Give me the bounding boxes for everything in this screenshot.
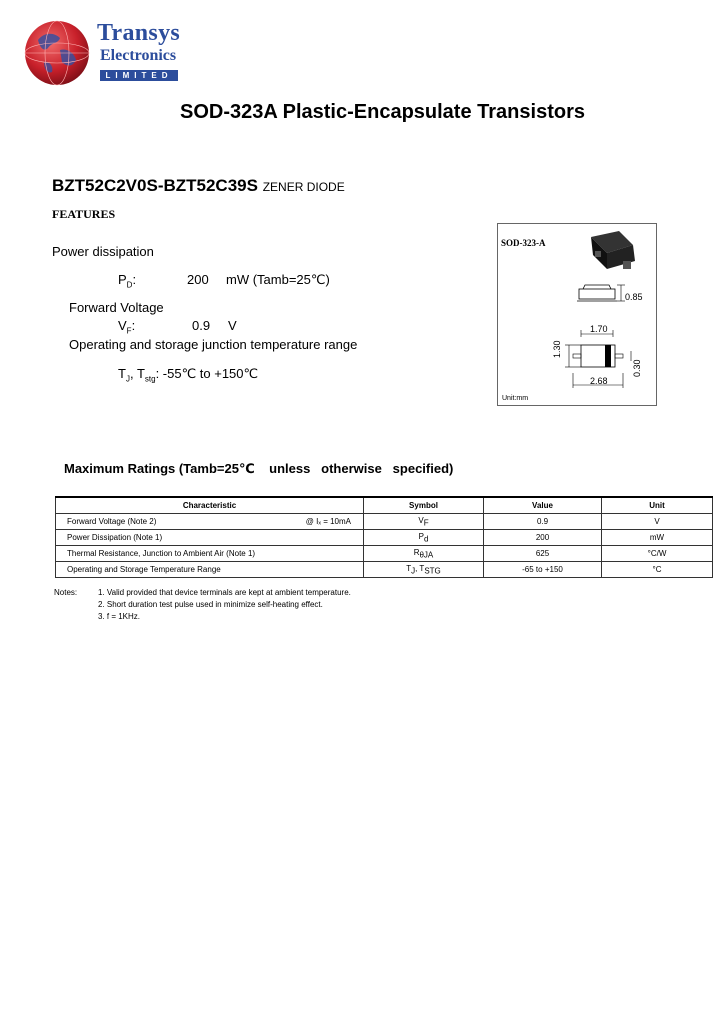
pd-value: 200 xyxy=(187,272,209,287)
row-unit: V xyxy=(602,514,713,530)
row-unit: mW xyxy=(602,530,713,546)
table-header-row xyxy=(56,497,713,514)
dim-lead: 0.30 xyxy=(632,359,642,377)
dim-height: 0.85 xyxy=(625,292,643,302)
dim-width: 1.70 xyxy=(590,324,608,334)
max-ratings-table xyxy=(55,496,713,578)
row-symbol: $P_d$ xyxy=(364,530,484,546)
package-label: SOD-323-A xyxy=(501,238,546,248)
row-unit: °C/W xyxy=(602,546,713,562)
notes xyxy=(54,587,454,627)
forward-voltage-label: Forward Voltage xyxy=(69,300,164,315)
part-desc: ZENER DIODE xyxy=(262,180,345,194)
package-unit: Unit:mm xyxy=(502,395,529,402)
logo-name: Transys xyxy=(97,20,181,46)
row-value: 625 xyxy=(484,546,602,562)
table-row xyxy=(56,530,713,546)
temperature-label: Operating and storage junction temperature range xyxy=(69,337,358,352)
row-symbol: $T_J$, $T_{STG}$ xyxy=(364,562,484,578)
row-characteristic: Operating and Storage Temperature Range xyxy=(56,562,364,578)
vf-symbol: $V_F$: xyxy=(118,318,136,336)
features-heading: FEATURES xyxy=(52,207,116,221)
note-item: 3. f = 1KHz. xyxy=(98,612,141,621)
dim-length: 2.68 xyxy=(590,376,608,386)
row-symbol: $V_F$ xyxy=(364,514,484,530)
max-ratings-title: Maximum Ratings (Tamb=25℃ unless otherwise specified) xyxy=(64,461,454,476)
header-characteristic: Characteristic xyxy=(56,497,364,514)
page-title: SOD-323A Plastic-Encapsulate Transistors xyxy=(180,101,585,123)
logo-limited: LIMITED xyxy=(100,70,178,81)
package-outline-drawing xyxy=(497,223,657,406)
table-row xyxy=(56,546,713,562)
row-characteristic: Forward Voltage (Note 2) @ Iₓ = 10mA xyxy=(56,514,364,530)
vf-unit: V xyxy=(228,318,237,333)
part-range: BZT52C2V0S-BZT52C39S xyxy=(52,176,258,195)
notes-label: Notes: xyxy=(54,588,78,597)
row-value: 200 xyxy=(484,530,602,546)
row-symbol: $R_{\theta JA}$ xyxy=(364,546,484,562)
header-symbol: Symbol xyxy=(364,497,484,514)
dim-side: 1.30 xyxy=(552,340,562,358)
pd-unit: mW (Tamb=25℃) xyxy=(226,272,330,287)
row-characteristic: Thermal Resistance, Junction to Ambient Air (Note 1) xyxy=(56,546,364,562)
row-value: -65 to +150 xyxy=(484,562,602,578)
row-value: 0.9 xyxy=(484,514,602,530)
note-item: 2. Short duration test pulse used in minimize self-heating effect. xyxy=(98,600,323,609)
note-item: 1. Valid provided that device terminals are kept at ambient temperature. xyxy=(98,588,351,597)
temperature-range: $T_J$, $T_{stg}$: -55℃ to +150℃ xyxy=(118,366,259,384)
logo-sub: Electronics xyxy=(100,47,177,64)
part-title xyxy=(52,176,345,196)
power-dissipation-label: Power dissipation xyxy=(52,244,154,259)
header-value: Value xyxy=(484,497,602,514)
globe-logo-icon xyxy=(24,20,90,86)
vf-value: 0.9 xyxy=(192,318,211,333)
row-characteristic: Power Dissipation (Note 1) xyxy=(56,530,364,546)
row-unit: °C xyxy=(602,562,713,578)
table-row xyxy=(56,562,713,578)
header-unit: Unit xyxy=(602,497,713,514)
pd-symbol: $P_D$: xyxy=(118,272,137,290)
table-row xyxy=(56,514,713,530)
